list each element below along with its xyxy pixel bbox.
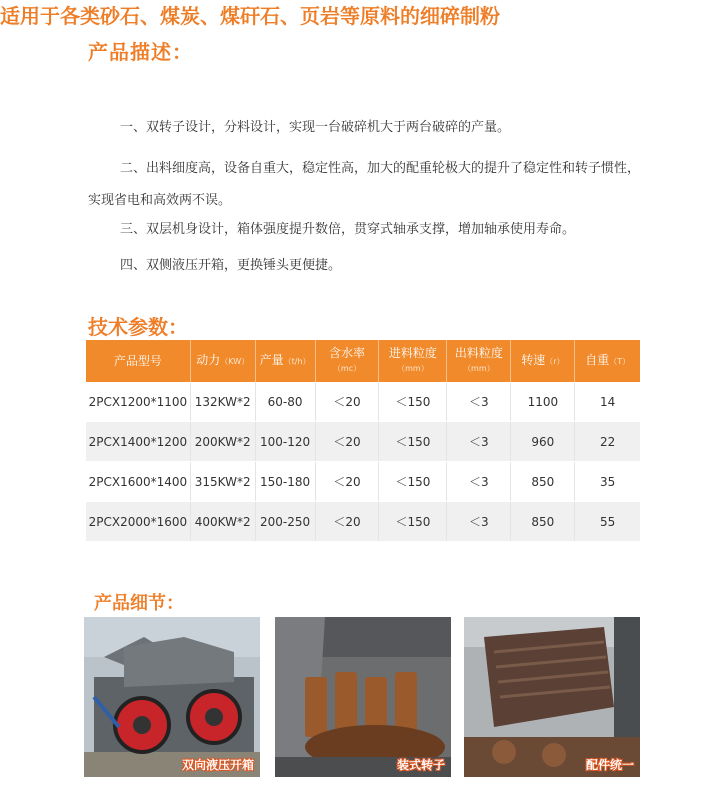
- cell-weight: 14: [575, 382, 640, 422]
- cell-feed-size: ＜150: [379, 502, 447, 542]
- col-header-power: 动力（KW）: [190, 340, 255, 382]
- col-header-capacity: 产量（t/h）: [255, 340, 315, 382]
- cell-output-size: ＜3: [447, 382, 511, 422]
- col-header-output-size: 出料粒度 （mm）: [447, 340, 511, 382]
- details-heading: 产品细节：: [94, 593, 184, 614]
- parts-image: [464, 617, 640, 777]
- photo-caption: 配件统一: [585, 758, 634, 772]
- cell-speed: 850: [511, 462, 575, 502]
- col-header-speed: 转速（r）: [511, 340, 575, 382]
- col-header-feed-size: 进料粒度 （mm）: [379, 340, 447, 382]
- cell-speed: 1100: [511, 382, 575, 422]
- cell-moisture: ＜20: [315, 502, 379, 542]
- feature-point-1: 一、双转子设计，分料设计，实现一台破碎机大于两台破碎的产量。: [120, 120, 511, 135]
- cell-feed-size: ＜150: [379, 422, 447, 462]
- feature-point-3: 三、双层机身设计，箱体强度提升数倍，贯穿式轴承支撑，增加轴承使用寿命。: [120, 222, 576, 237]
- description-subheading: 适用于各类砂石、煤炭、煤矸石、页岩等原料的细碎制粉: [0, 4, 500, 28]
- col-header-model: 产品型号: [86, 340, 190, 382]
- col-header-moisture: 含水率 （mc）: [315, 340, 379, 382]
- cell-power: 200KW*2: [190, 422, 255, 462]
- cell-capacity: 60-80: [255, 382, 315, 422]
- table-row: [86, 502, 640, 542]
- cell-capacity: 100-120: [255, 422, 315, 462]
- photo-hydraulic-open: [84, 617, 260, 777]
- feature-point-4: 四、双侧液压开箱，更换锤头更便捷。: [120, 258, 342, 273]
- cell-power: 315KW*2: [190, 462, 255, 502]
- photo-rotor: [275, 617, 451, 777]
- description-heading: 产品描述：: [88, 40, 193, 64]
- photo-parts: [464, 617, 640, 777]
- rotor-image: [275, 617, 451, 777]
- photo-caption: 装式转子: [396, 758, 445, 772]
- cell-model: 2PCX2000*1600: [86, 502, 190, 542]
- cell-output-size: ＜3: [447, 462, 511, 502]
- cell-output-size: ＜3: [447, 502, 511, 542]
- cell-feed-size: ＜150: [379, 462, 447, 502]
- cell-speed: 960: [511, 422, 575, 462]
- table-row: [86, 382, 640, 422]
- cell-power: 400KW*2: [190, 502, 255, 542]
- cell-model: 2PCX1200*1100: [86, 382, 190, 422]
- table-row: [86, 462, 640, 502]
- cell-moisture: ＜20: [315, 422, 379, 462]
- cell-weight: 55: [575, 502, 640, 542]
- cell-moisture: ＜20: [315, 462, 379, 502]
- cell-output-size: ＜3: [447, 422, 511, 462]
- cell-moisture: ＜20: [315, 382, 379, 422]
- cell-model: 2PCX1600*1400: [86, 462, 190, 502]
- cell-capacity: 200-250: [255, 502, 315, 542]
- cell-capacity: 150-180: [255, 462, 315, 502]
- cell-model: 2PCX1400*1200: [86, 422, 190, 462]
- crusher-machine-image: [84, 617, 260, 777]
- cell-speed: 850: [511, 502, 575, 542]
- feature-point-2: 二、出料细度高，设备自重大，稳定性高，加大的配重轮极大的提升了稳定性和转子惯性，实现省电和高效两不误。: [88, 161, 641, 208]
- cell-power: 132KW*2: [190, 382, 255, 422]
- specs-table: [86, 340, 640, 542]
- cell-weight: 35: [575, 462, 640, 502]
- cell-weight: 22: [575, 422, 640, 462]
- specs-header-row: [86, 340, 640, 382]
- params-heading: 技术参数：: [88, 315, 188, 339]
- photo-caption: 双向液压开箱: [181, 758, 254, 772]
- cell-feed-size: ＜150: [379, 382, 447, 422]
- col-header-weight: 自重（T）: [575, 340, 640, 382]
- table-row: [86, 422, 640, 462]
